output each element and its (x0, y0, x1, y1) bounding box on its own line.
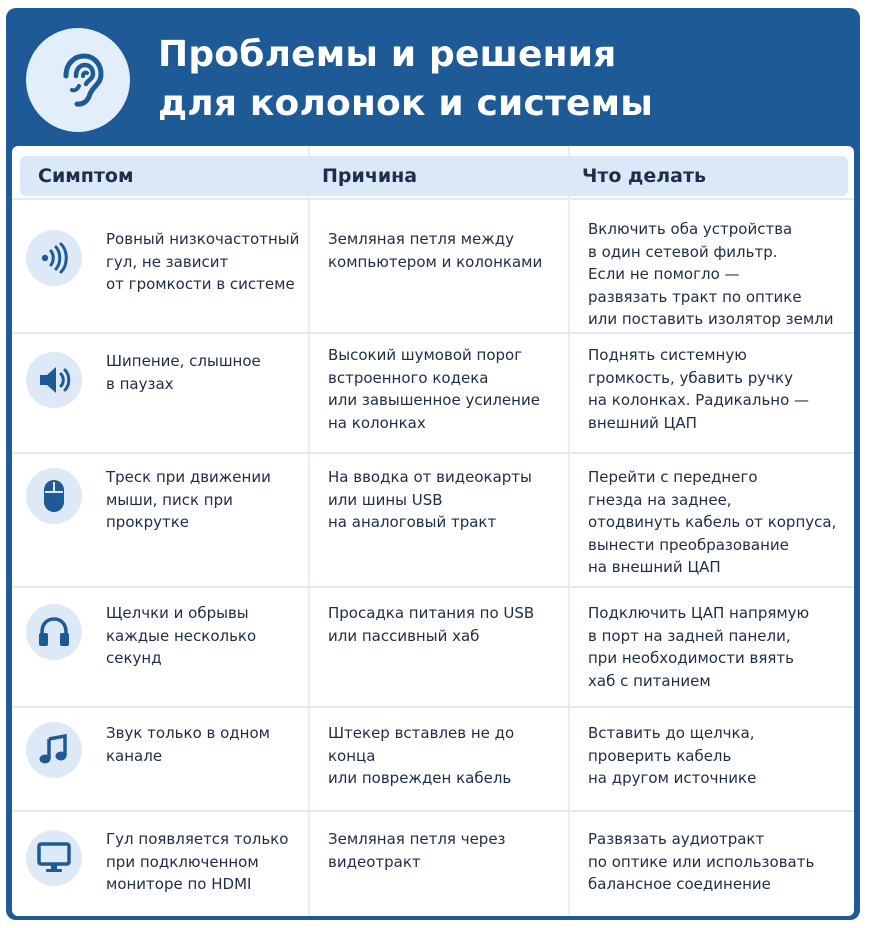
column-header-symptom: Симптом (38, 165, 134, 187)
table-header (20, 156, 848, 196)
action-text: Включить оба устройства в один сетевой фильтр. Если не помогло — развязать тракт по оптике или поставить изолятор земли (588, 220, 834, 328)
row-icon (26, 352, 82, 408)
monitor-icon (36, 841, 72, 875)
symptom-text: Треск при движении мыши, писк при прокрутке (106, 468, 271, 531)
symptom-text: Щелчки и обрывы каждые несколько секунд (106, 604, 257, 667)
page-title: Проблемы и решения для колонок и системы (158, 34, 654, 124)
infographic-card (6, 8, 860, 920)
row-icon (26, 722, 82, 778)
row-icon (26, 468, 82, 524)
action-text: Поднять системную громкость, убавить ручку на колонках. Радикально — внешний ЦАП (588, 346, 810, 432)
header (6, 8, 860, 146)
row-icon (26, 604, 82, 660)
mouse-icon (39, 478, 69, 514)
column-header-action: Что делать (582, 165, 707, 187)
table-row (12, 706, 854, 812)
symptom-text: Звук только в одном канале (106, 724, 270, 765)
action-text: Подключить ЦАП напрямую в порт на задней панели, при необходимости вяять хаб с питанием (588, 604, 810, 690)
cause-text: Земляная петля через видеотракт (328, 830, 506, 871)
table-row (12, 452, 854, 588)
table-row (12, 586, 854, 708)
row-icon (26, 830, 82, 886)
ear-icon (46, 48, 110, 112)
cause-text: На вводка от видеокарты или шины USB на аналоговый тракт (328, 468, 532, 531)
symptom-text: Шипение, слышное в паузах (106, 352, 261, 393)
cause-text: Высокий шумовой порог встроенного кодека или завышенное усиление на колонках (328, 346, 540, 432)
cause-text: Штекер вставлев не до конца или поврежден кабель (328, 724, 515, 787)
symptom-text: Гул появляется только при подключенном мониторе по HDMI (106, 830, 289, 893)
speaker-icon (36, 362, 72, 398)
table-row (12, 810, 854, 916)
symptom-text: Ровный низкочастотный гул, не зависит от громкости в системе (106, 230, 300, 293)
sound-waves-icon (37, 241, 71, 275)
table-row (12, 198, 854, 334)
ear-logo (26, 28, 130, 132)
table-row (12, 332, 854, 454)
row-icon (26, 230, 82, 286)
column-header-cause: Причина (322, 165, 418, 187)
action-text: Вставить до щелчка, проверить кабель на другом источнике (588, 724, 757, 787)
headphones-icon (36, 614, 72, 650)
problems-table (12, 146, 854, 916)
cause-text: Земляная петля между компьютером и колонками (328, 230, 543, 271)
cause-text: Просадка питания по USB или пассивный хаб (328, 604, 535, 645)
action-text: Перейти с переднего гнезда на заднее, отодвинуть кабель от корпуса, вынести преобразование на внешний ЦАП (588, 468, 837, 576)
action-text: Развязать аудиотракт по оптике или использовать балансное соединение (588, 830, 815, 893)
music-note-icon (37, 733, 71, 767)
